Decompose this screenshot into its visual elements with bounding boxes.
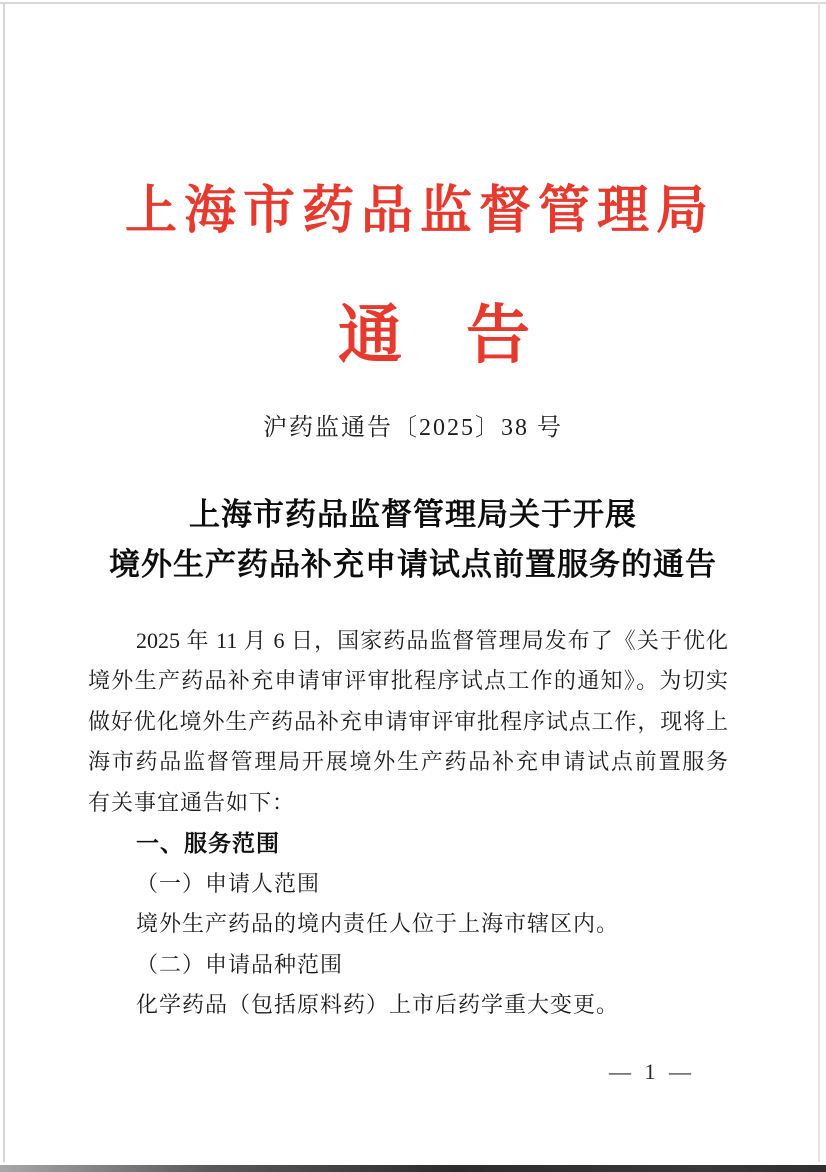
agency-name: 上海市药品监督管理局 <box>124 183 715 240</box>
body-paragraph-line-5: 有关事宜通告如下： <box>88 790 296 815</box>
notice-title <box>0 490 826 590</box>
section-heading-service-scope: 一、服务范围 <box>136 830 280 856</box>
notice-type-char-1: 通 <box>338 300 402 371</box>
subsection-heading-variety-scope: （二）申请品种范围 <box>136 952 344 977</box>
notice-title-line1: 上海市药品监督管理局关于开展 <box>189 497 637 532</box>
scan-edge-top <box>0 2 826 4</box>
body-paragraph-line-8: 境外生产药品的境内责任人位于上海市辖区内。 <box>136 911 620 936</box>
page-number: — 1 — <box>609 1059 695 1084</box>
body-paragraph-line-3: 做好优化境外生产药品补充申请审评审批程序试点工作，现将上 <box>88 709 728 734</box>
scan-edge-bottom <box>0 1165 826 1172</box>
notice-type-title <box>338 302 530 370</box>
notice-title-line2: 境外生产药品补充申请试点前置服务的通告 <box>109 547 717 582</box>
notice-type-char-2: 告 <box>466 300 530 371</box>
body-paragraph-line-2: 境外生产药品补充申请审评审批程序试点工作的通知》。为切实 <box>88 668 728 693</box>
subsection-heading-applicant-scope: （一）申请人范围 <box>136 871 321 896</box>
doc-number: 沪药监通告〔2025〕38 号 <box>263 415 563 441</box>
body-paragraph-line-1: 2025 年 11 月 6 日，国家药品监督管理局发布了《关于优化 <box>136 628 728 653</box>
body-paragraph-line-10: 化学药品（包括原料药）上市后药学重大变更。 <box>136 992 620 1017</box>
body-paragraph-line-4: 海市药品监督管理局开展境外生产药品补充申请试点前置服务 <box>88 749 728 774</box>
